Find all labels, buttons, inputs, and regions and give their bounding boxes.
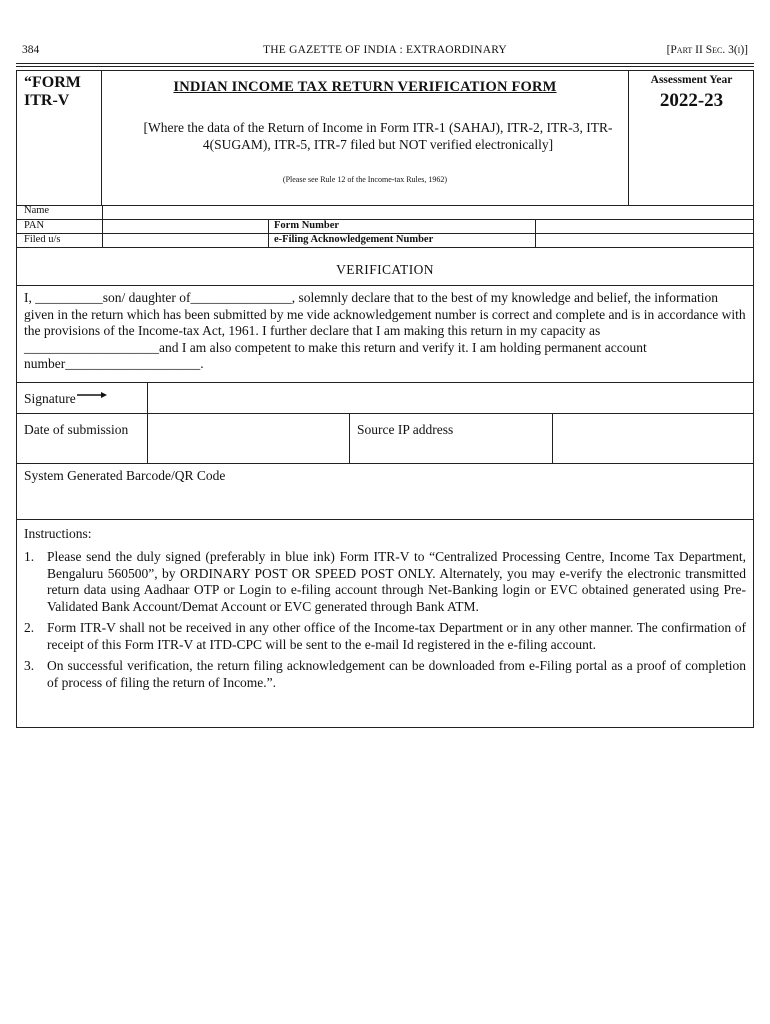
form-number-value-divider xyxy=(535,220,536,234)
form-label xyxy=(17,71,102,205)
list-item xyxy=(24,620,746,653)
pan-divider xyxy=(102,220,103,234)
form-title: INDIAN INCOME TAX RETURN VERIFICATION FORM xyxy=(173,79,557,95)
list-item xyxy=(24,549,746,615)
filed-divider xyxy=(102,234,103,248)
date-divider xyxy=(147,413,148,463)
assessment-year-value: 2022-23 xyxy=(659,90,724,111)
assessment-year-cell xyxy=(628,71,754,205)
instructions-list xyxy=(24,549,746,696)
barcode-row xyxy=(17,463,753,520)
header-rule-bottom xyxy=(16,66,754,67)
arrow-right-icon xyxy=(77,391,107,399)
pan-row xyxy=(17,219,753,234)
ack-label: e-Filing Acknowledgement Number xyxy=(274,234,434,245)
itr-v-form xyxy=(16,70,754,728)
form-number-label: Form Number xyxy=(274,220,340,231)
item-text: Form ITR-V shall not be received in any other office of the Income-tax Department or in any other manner. The confirmation of receipt of this Form ITR-V at ITD-CPC will be sent to the e-mail Id registered in the e-filing account. xyxy=(47,620,746,652)
filed-row xyxy=(17,233,753,248)
ip-divider-right xyxy=(552,413,553,463)
source-ip-label: Source IP address xyxy=(357,422,454,437)
verification-declaration xyxy=(17,285,753,383)
item-number: 3. xyxy=(24,658,35,673)
ack-divider xyxy=(268,234,269,248)
header-rule-top xyxy=(16,63,754,64)
ip-divider-left xyxy=(349,413,350,463)
form-label-line1: “FORM xyxy=(24,74,81,91)
list-item xyxy=(24,658,746,691)
form-subtitle: [Where the data of the Return of Income in Form ITR-1 (SAHAJ), ITR-2, ITR-3, ITR-4(SUGAM), ITR-5, ITR-7 filed but NOT verified electronically] xyxy=(143,120,613,152)
form-label-line2: ITR-V xyxy=(24,92,70,109)
form-title-block xyxy=(17,71,753,206)
item-number: 2. xyxy=(24,620,35,635)
signature-label: Signature xyxy=(24,391,76,406)
part-section: [Part II Sec. 3(i)] xyxy=(666,44,748,56)
signature-row xyxy=(17,383,753,414)
assessment-year-label: Assessment Year xyxy=(650,74,733,86)
form-number-divider xyxy=(268,220,269,234)
form-title-cell xyxy=(103,71,627,205)
barcode-label: System Generated Barcode/QR Code xyxy=(24,468,226,483)
gazette-header xyxy=(22,44,748,60)
date-row xyxy=(17,413,753,464)
rule-note: (Please see Rule 12 of the Income-tax Rules, 1962) xyxy=(282,175,448,184)
signature-divider xyxy=(147,383,148,413)
gazette-title: THE GAZETTE OF INDIA : EXTRAORDINARY xyxy=(263,44,507,56)
page-number: 384 xyxy=(22,44,40,56)
name-label: Name xyxy=(24,205,50,216)
instructions-heading: Instructions: xyxy=(24,526,92,541)
ack-value-divider xyxy=(535,234,536,248)
verification-heading: VERIFICATION xyxy=(17,247,753,286)
date-label: Date of submission xyxy=(24,422,129,437)
item-text: Please send the duly signed (preferably in blue ink) Form ITR-V to “Centralized Processing Centre, Income Tax Department, Bengaluru 560500”, by ORDINARY POST OR SPEED POST ONLY. Alternately, you may e-verify the electronic transmitted return data using Aadhaar OTP or Login to e-filing account through Net-Banking login or EVC obtained generated using Pre-Validated Bank Account/Demat Account or EVC generated through Bank ATM. xyxy=(47,549,746,614)
item-number: 1. xyxy=(24,549,35,564)
item-text: On successful verification, the return filing acknowledgement can be downloaded from e-Filing portal as a proof of completion of process of filing the return of Income.”. xyxy=(47,658,746,690)
identity-rows xyxy=(17,205,753,248)
declaration-text: I, __________son/ daughter of_______________, solemnly declare that to the best of my knowledge and belief, the information given in the return which has been submitted by me vide acknowledgement number is correct and complete and is in accordance with the provisions of the Income-tax Act, 1961. I further declare that I am making this return in my capacity as ____________________and I am also competent to make this return and verify it. I am holding permanent account number____________________. xyxy=(24,290,746,371)
name-row xyxy=(17,205,753,219)
pan-label: PAN xyxy=(24,220,45,231)
filed-label: Filed u/s xyxy=(24,234,61,245)
name-divider xyxy=(102,205,103,219)
